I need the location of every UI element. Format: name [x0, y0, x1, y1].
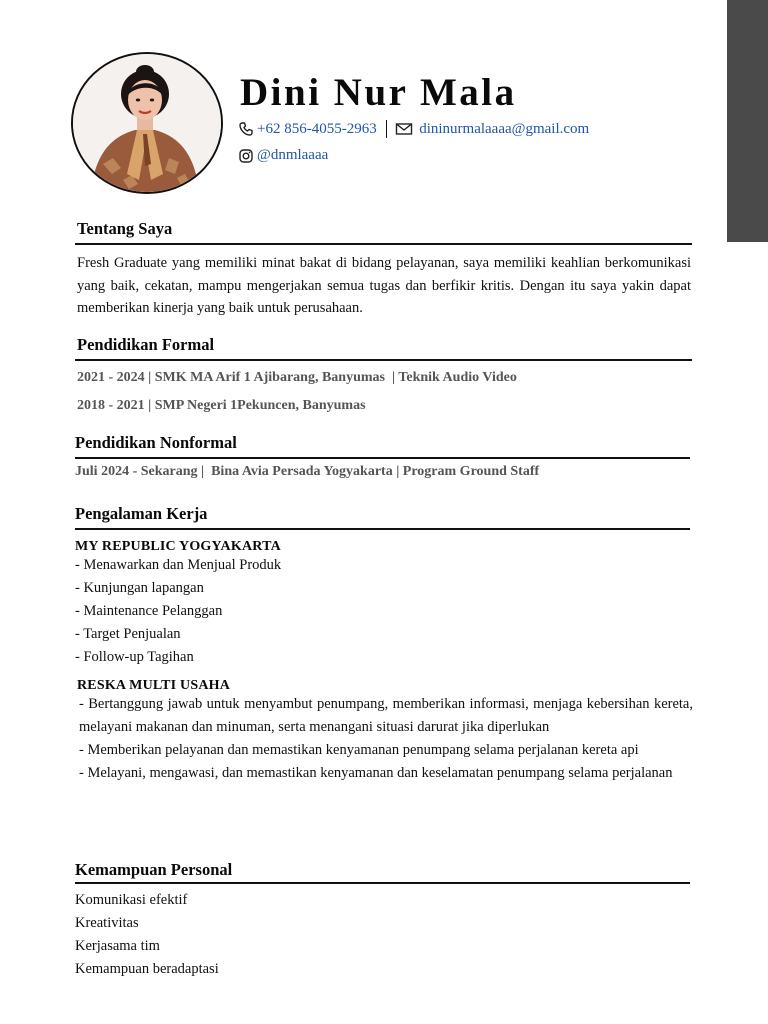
job-company: RESKA MULTI USAHA: [77, 678, 231, 693]
email-link[interactable]: dininurmalaaaa@gmail.com: [419, 120, 590, 137]
section-title-about: Tentang Saya: [77, 219, 173, 238]
skill-item: Komunikasi efektif: [75, 892, 188, 908]
phone-icon: [238, 121, 254, 137]
job-duty: - Target Penjualan: [75, 626, 181, 642]
skill-item: Kreativitas: [75, 915, 139, 931]
job-duty: - Memberikan pelayanan dan memastikan kenyamanan penumpang selama perjalanan kereta api: [79, 742, 639, 758]
skill-item: Kerjasama tim: [75, 938, 160, 954]
section-title-nonformal-education: Pendidikan Nonformal: [75, 433, 237, 452]
job-duty: - Kunjungan lapangan: [75, 580, 204, 596]
contact-row-primary: [238, 120, 589, 138]
job-duty: - Maintenance Pelanggan: [75, 603, 223, 619]
section-divider: [75, 243, 692, 245]
education-item: 2021 - 2024 | SMK MA Arif 1 Ajibarang, Banyumas | Teknik Audio Video: [77, 370, 517, 385]
section-title-skills: Kemampuan Personal: [75, 860, 233, 879]
job-duty: - Menawarkan dan Menjual Produk: [75, 557, 282, 573]
education-item: 2018 - 2021 | SMP Negeri 1Pekuncen, Banyumas: [77, 398, 366, 413]
job-duty: - Follow-up Tagihan: [75, 649, 194, 665]
education-item: Juli 2024 - Sekarang | Bina Avia Persada Yogyakarta | Program Ground Staff: [75, 464, 540, 479]
mail-icon: [395, 121, 413, 137]
job-company: MY REPUBLIC YOGYAKARTA: [75, 539, 281, 554]
skill-item: Kemampuan beradaptasi: [75, 961, 219, 977]
profile-photo: [71, 52, 223, 194]
section-divider: [75, 457, 690, 459]
section-divider: [75, 528, 690, 530]
section-title-work-experience: Pengalaman Kerja: [75, 504, 208, 523]
phone-link[interactable]: +62 856-4055-2963: [257, 120, 377, 137]
job-duty-list: [75, 554, 281, 669]
job-duty: - Melayani, mengawasi, dan memastikan kenyamanan dan keselamatan penumpang selama perjalanan: [79, 765, 673, 781]
side-decor-bar: [727, 0, 768, 242]
contact-row-social: [238, 147, 328, 164]
section-divider: [75, 359, 692, 361]
skills-list: [75, 889, 219, 981]
section-divider: [75, 882, 690, 884]
candidate-name: Dini Nur Mala: [240, 71, 517, 114]
job-duty-list: [79, 693, 693, 785]
section-title-formal-education: Pendidikan Formal: [77, 335, 215, 354]
instagram-link[interactable]: @dnmlaaaa: [257, 147, 329, 163]
contact-divider: [386, 120, 388, 138]
instagram-icon: [238, 148, 254, 164]
about-text: Fresh Graduate yang memiliki minat bakat di bidang pelayanan, saya memiliki keahlian berkomunikasi yang baik, cekatan, mampu mengerjakan semua tugas dan berfikir kritis. Dengan itu saya yakin dapat memberikan kinerja yang baik untuk perusahaan.: [77, 255, 691, 316]
job-duty: - Bertanggung jawab untuk menyambut penumpang, memberikan informasi, menjaga kebersihan kereta, melayani makanan dan minuman, serta menangani situasi darurat jika diperlukan: [79, 696, 693, 735]
